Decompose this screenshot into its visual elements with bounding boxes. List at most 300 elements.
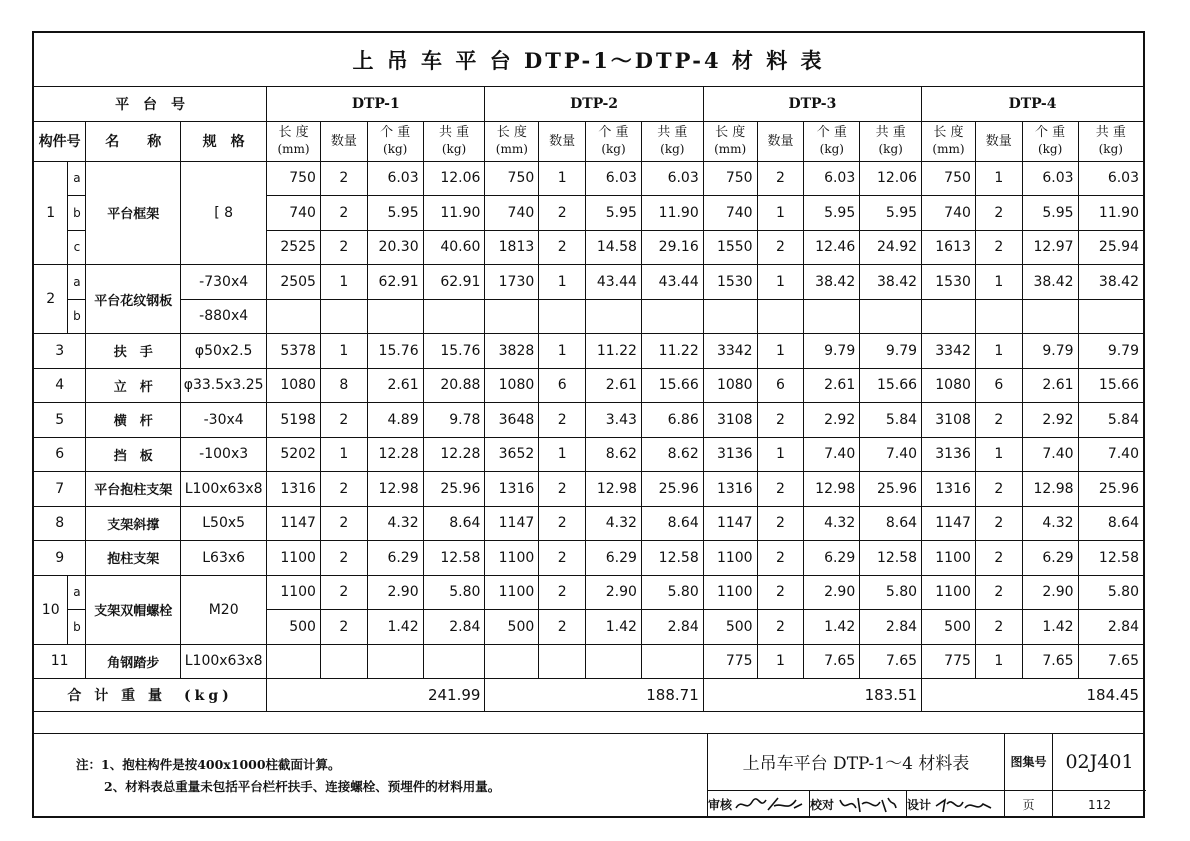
design-label: 设计: [907, 798, 932, 812]
unit-weight-value: 7.65: [1022, 644, 1078, 679]
length-value: 740: [485, 196, 539, 231]
quantity-value: 2: [320, 196, 367, 231]
length-value: 5378: [267, 334, 321, 369]
length-value: 3652: [485, 437, 539, 472]
quantity-value: 1: [539, 334, 586, 369]
total-weight-value: 40.60: [423, 230, 485, 265]
total-weight-value: 5.84: [1078, 403, 1143, 438]
name-header: 名 称: [86, 121, 181, 161]
length-value: 1080: [922, 368, 976, 403]
length-value: 775: [703, 644, 757, 679]
length-value: 1100: [267, 541, 321, 576]
quantity-value: 1: [539, 161, 586, 196]
length-value: 1147: [267, 506, 321, 541]
unit-weight-value: 7.40: [804, 437, 860, 472]
unit-weight-value: 6.03: [586, 161, 642, 196]
length-value: 5202: [267, 437, 321, 472]
spec-header: 规 格: [181, 121, 267, 161]
quantity-value: 1: [757, 644, 804, 679]
table-row: [34, 265, 1143, 300]
part-spec: M20: [181, 575, 267, 644]
table-row: [34, 575, 1143, 610]
part-no: 7: [34, 472, 86, 507]
total-weight-value: 2.84: [641, 610, 703, 645]
unit-weight-value: 4.32: [1022, 506, 1078, 541]
column-header: [757, 121, 804, 161]
part-no: 9: [34, 541, 86, 576]
total-weight-value: 12.58: [423, 541, 485, 576]
total-weight-value: 12.58: [1078, 541, 1143, 576]
column-header: [975, 121, 1022, 161]
column-header-label: 数量: [330, 133, 357, 149]
unit-weight-value: 14.58: [586, 230, 642, 265]
unit-weight-value: 4.32: [586, 506, 642, 541]
length-value: 500: [485, 610, 539, 645]
quantity-value: [320, 644, 367, 679]
part-name: 支架斜撑: [86, 506, 181, 541]
unit-weight-value: 6.29: [1022, 541, 1078, 576]
part-no: 4: [34, 368, 86, 403]
length-value: 1147: [485, 506, 539, 541]
total-weight-value: 2.84: [1078, 610, 1143, 645]
design-signature: [933, 794, 995, 816]
length-value: 3648: [485, 403, 539, 438]
quantity-value: 2: [539, 230, 586, 265]
quantity-value: 2: [539, 506, 586, 541]
note-2: 2、材料表总重量未包括平台栏杆扶手、连接螺栓、预埋件的材料用量。: [104, 779, 501, 794]
length-value: [485, 299, 539, 334]
quantity-value: 6: [975, 368, 1022, 403]
length-value: 3108: [922, 403, 976, 438]
unit-weight-value: 3.43: [586, 403, 642, 438]
total-weight-value: 25.96: [641, 472, 703, 507]
quantity-value: 2: [757, 610, 804, 645]
total-row: [34, 679, 1143, 712]
quantity-value: 2: [975, 575, 1022, 610]
quantity-value: 2: [975, 230, 1022, 265]
column-header-label: 共 重: [657, 125, 688, 140]
unit-weight-value: 7.65: [804, 644, 860, 679]
unit-weight-value: [804, 299, 860, 334]
column-header-unit: (kg): [441, 142, 467, 156]
total-weight-value: 20.88: [423, 368, 485, 403]
length-value: 1730: [485, 265, 539, 300]
part-spec: -880x4: [181, 299, 267, 334]
unit-weight-value: 1.42: [367, 610, 423, 645]
unit-weight-value: 15.76: [367, 334, 423, 369]
column-header-unit: (mm): [714, 142, 747, 156]
quantity-value: [539, 299, 586, 334]
unit-weight-value: 12.97: [1022, 230, 1078, 265]
column-header-label: 个 重: [380, 125, 411, 140]
length-value: [267, 299, 321, 334]
quantity-value: 1: [539, 265, 586, 300]
column-header-label: 个 重: [816, 125, 847, 140]
unit-weight-value: 2.90: [586, 575, 642, 610]
length-value: 750: [485, 161, 539, 196]
unit-weight-value: 2.90: [1022, 575, 1078, 610]
column-header: [641, 121, 703, 161]
table-row: [34, 334, 1143, 369]
total-weight-value: 9.79: [1078, 334, 1143, 369]
sub-part-letter: a: [68, 575, 86, 610]
quantity-value: 2: [320, 403, 367, 438]
total-weight-value: 8.62: [641, 437, 703, 472]
group-header-dtp-4: DTP-4: [922, 87, 1143, 121]
column-header-label: 数量: [985, 133, 1012, 149]
part-name: 支架双帽螺栓: [86, 575, 181, 644]
quantity-value: 1: [757, 196, 804, 231]
unit-weight-value: 12.98: [1022, 472, 1078, 507]
length-value: 1080: [703, 368, 757, 403]
part-spec: L100x63x8: [181, 472, 267, 507]
length-value: 500: [703, 610, 757, 645]
total-weight-value: 9.78: [423, 403, 485, 438]
total-weight-value: 25.96: [1078, 472, 1143, 507]
total-weight-dtp-1: 241.99: [267, 679, 485, 712]
length-value: [485, 644, 539, 679]
quantity-value: 2: [539, 610, 586, 645]
unit-weight-value: 12.46: [804, 230, 860, 265]
column-header: [922, 121, 976, 161]
column-header-unit: (kg): [601, 142, 626, 156]
check-label: 校对: [810, 798, 835, 812]
total-weight-value: 5.84: [860, 403, 922, 438]
total-weight-value: 6.03: [1078, 161, 1143, 196]
column-header-unit: (kg): [878, 142, 903, 156]
unit-weight-value: 4.32: [367, 506, 423, 541]
total-weight-value: 5.80: [1078, 575, 1143, 610]
total-weight-value: 38.42: [1078, 265, 1143, 300]
total-weight-value: 15.76: [423, 334, 485, 369]
unit-weight-value: 6.03: [367, 161, 423, 196]
column-header-label: 数量: [549, 133, 576, 149]
length-value: 5198: [267, 403, 321, 438]
total-weight-value: 7.65: [1078, 644, 1143, 679]
quantity-value: 2: [757, 230, 804, 265]
unit-weight-value: 1.42: [804, 610, 860, 645]
unit-weight-value: 9.79: [1022, 334, 1078, 369]
column-header-unit: (kg): [819, 142, 844, 156]
length-value: 1147: [922, 506, 976, 541]
part-no: 3: [34, 334, 86, 369]
total-weight-value: 25.94: [1078, 230, 1143, 265]
quantity-value: 1: [757, 265, 804, 300]
total-weight-value: 5.80: [860, 575, 922, 610]
quantity-value: 1: [757, 334, 804, 369]
total-weight-value: 11.90: [423, 196, 485, 231]
review-label: 审核: [708, 798, 733, 812]
column-header-label: 数量: [767, 133, 794, 149]
part-spec: -30x4: [181, 403, 267, 438]
header-row-columns: [34, 121, 1143, 161]
unit-weight-value: 5.95: [586, 196, 642, 231]
length-value: 775: [922, 644, 976, 679]
quantity-value: 1: [975, 334, 1022, 369]
part-spec: φ33.5x3.25: [181, 368, 267, 403]
part-spec: L63x6: [181, 541, 267, 576]
unit-weight-value: [586, 644, 642, 679]
quantity-value: 2: [320, 472, 367, 507]
total-weight-value: 43.44: [641, 265, 703, 300]
quantity-value: 1: [320, 265, 367, 300]
column-header: [1022, 121, 1078, 161]
unit-weight-value: 12.98: [804, 472, 860, 507]
sub-part-letter: b: [68, 299, 86, 334]
unit-weight-value: [586, 299, 642, 334]
length-value: 1100: [267, 575, 321, 610]
quantity-value: 2: [757, 506, 804, 541]
column-header-unit: (mm): [277, 142, 310, 156]
total-weight-value: 9.79: [860, 334, 922, 369]
quantity-value: 2: [757, 575, 804, 610]
quantity-value: 2: [975, 403, 1022, 438]
total-weight-value: 6.86: [641, 403, 703, 438]
total-weight-value: 7.40: [1078, 437, 1143, 472]
part-name: 角钢踏步: [86, 644, 181, 679]
unit-weight-value: 4.32: [804, 506, 860, 541]
total-weight-value: 62.91: [423, 265, 485, 300]
length-value: 1316: [922, 472, 976, 507]
unit-weight-value: 9.79: [804, 334, 860, 369]
length-value: 750: [703, 161, 757, 196]
length-value: 1550: [703, 230, 757, 265]
column-header-unit: (mm): [495, 142, 528, 156]
total-weight-value: 12.28: [423, 437, 485, 472]
table-row: [34, 541, 1143, 576]
group-header-dtp-2: DTP-2: [485, 87, 703, 121]
quantity-value: 2: [757, 541, 804, 576]
table-row: [34, 403, 1143, 438]
total-weight-value: 5.95: [860, 196, 922, 231]
length-value: 1080: [267, 368, 321, 403]
length-value: 740: [703, 196, 757, 231]
total-weight-value: 25.96: [860, 472, 922, 507]
column-header-label: 个 重: [1035, 125, 1066, 140]
atlas-number: 02J401: [1053, 733, 1146, 791]
part-name: 扶 手: [86, 334, 181, 369]
unit-weight-value: 20.30: [367, 230, 423, 265]
column-header-label: 共 重: [1095, 125, 1126, 140]
length-value: 1530: [922, 265, 976, 300]
table-row: [34, 368, 1143, 403]
quantity-value: 1: [320, 437, 367, 472]
column-header: [703, 121, 757, 161]
check-cell: [810, 791, 907, 818]
part-name: 平台框架: [86, 161, 181, 265]
unit-weight-value: 1.42: [586, 610, 642, 645]
quantity-value: 2: [975, 472, 1022, 507]
length-value: 3828: [485, 334, 539, 369]
total-weight-value: [641, 299, 703, 334]
length-value: 740: [922, 196, 976, 231]
unit-weight-value: 8.62: [586, 437, 642, 472]
part-name: 平台花纹钢板: [86, 265, 181, 334]
unit-weight-value: 6.03: [804, 161, 860, 196]
review-cell: [708, 791, 810, 818]
column-header-label: 长 度: [715, 125, 746, 140]
part-no: 11: [34, 644, 86, 679]
column-header-label: 长 度: [933, 125, 964, 140]
quantity-value: 1: [975, 265, 1022, 300]
length-value: 1316: [703, 472, 757, 507]
total-weight-dtp-3: 183.51: [703, 679, 921, 712]
quantity-value: 2: [757, 472, 804, 507]
unit-weight-value: 2.61: [367, 368, 423, 403]
header-row-groups: [34, 87, 1143, 121]
total-weight-value: 15.66: [1078, 368, 1143, 403]
total-weight-value: [423, 644, 485, 679]
length-value: 750: [922, 161, 976, 196]
total-weight-value: 12.58: [860, 541, 922, 576]
length-value: 1100: [485, 541, 539, 576]
unit-weight-value: 43.44: [586, 265, 642, 300]
unit-weight-value: 2.92: [804, 403, 860, 438]
part-name: 挡 板: [86, 437, 181, 472]
part-no: 6: [34, 437, 86, 472]
part-spec: L50x5: [181, 506, 267, 541]
quantity-value: 2: [320, 575, 367, 610]
quantity-value: 2: [975, 610, 1022, 645]
length-value: 1813: [485, 230, 539, 265]
group-header-dtp-1: DTP-1: [267, 87, 485, 121]
quantity-value: 6: [757, 368, 804, 403]
total-weight-value: 8.64: [860, 506, 922, 541]
length-value: 1080: [485, 368, 539, 403]
quantity-value: 1: [757, 437, 804, 472]
page-number: 112: [1088, 797, 1111, 812]
length-value: 1316: [485, 472, 539, 507]
total-weight-value: 11.90: [641, 196, 703, 231]
total-weight-value: 15.66: [860, 368, 922, 403]
total-weight-value: 5.80: [423, 575, 485, 610]
part-name: 平台抱柱支架: [86, 472, 181, 507]
quantity-value: 2: [320, 506, 367, 541]
length-value: 1100: [922, 575, 976, 610]
unit-weight-value: [367, 644, 423, 679]
part-no: 5: [34, 403, 86, 438]
check-signature: [836, 794, 898, 816]
part-spec: -100x3: [181, 437, 267, 472]
table-row: [34, 472, 1143, 507]
unit-weight-value: 5.95: [804, 196, 860, 231]
quantity-value: 8: [320, 368, 367, 403]
platform-no-header: 平 台 号: [34, 87, 267, 121]
length-value: [267, 644, 321, 679]
length-value: 1100: [485, 575, 539, 610]
total-weight-value: 24.92: [860, 230, 922, 265]
column-header: [586, 121, 642, 161]
length-value: 1316: [267, 472, 321, 507]
quantity-value: 2: [539, 196, 586, 231]
quantity-value: 2: [757, 161, 804, 196]
total-weight-value: 7.65: [860, 644, 922, 679]
total-weight-value: 7.40: [860, 437, 922, 472]
notes: [34, 733, 707, 818]
quantity-value: 2: [320, 610, 367, 645]
part-no: 1: [34, 161, 68, 265]
unit-weight-value: 12.98: [586, 472, 642, 507]
group-header-dtp-3: DTP-3: [703, 87, 921, 121]
length-value: 740: [267, 196, 321, 231]
unit-weight-value: 2.61: [586, 368, 642, 403]
length-value: 1100: [703, 575, 757, 610]
quantity-value: [320, 299, 367, 334]
column-header: [860, 121, 922, 161]
part-no: 2: [34, 265, 68, 334]
quantity-value: 1: [975, 161, 1022, 196]
length-value: 1613: [922, 230, 976, 265]
total-weight-value: 25.96: [423, 472, 485, 507]
sub-part-letter: a: [68, 265, 86, 300]
column-header: [804, 121, 860, 161]
length-value: 1100: [703, 541, 757, 576]
quantity-value: 1: [539, 437, 586, 472]
table-row: [34, 161, 1143, 196]
length-value: 3136: [703, 437, 757, 472]
unit-weight-value: 2.61: [1022, 368, 1078, 403]
column-header: [267, 121, 321, 161]
unit-weight-value: 2.92: [1022, 403, 1078, 438]
length-value: 3342: [922, 334, 976, 369]
quantity-value: 2: [320, 230, 367, 265]
quantity-value: 1: [975, 644, 1022, 679]
total-weight-value: 12.06: [423, 161, 485, 196]
quantity-value: 2: [539, 541, 586, 576]
column-header-label: 长 度: [496, 125, 527, 140]
length-value: 2525: [267, 230, 321, 265]
quantity-value: 2: [539, 472, 586, 507]
total-weight-dtp-4: 184.45: [922, 679, 1143, 712]
unit-weight-value: 7.40: [1022, 437, 1078, 472]
unit-weight-value: 5.95: [367, 196, 423, 231]
sub-part-letter: a: [68, 161, 86, 196]
total-weight-value: 2.84: [423, 610, 485, 645]
drawing-frame: [32, 31, 1145, 818]
column-header-unit: (kg): [1098, 142, 1123, 156]
unit-weight-value: 12.28: [367, 437, 423, 472]
unit-weight-value: 6.29: [367, 541, 423, 576]
unit-weight-value: [1022, 299, 1078, 334]
total-weight-value: 8.64: [1078, 506, 1143, 541]
unit-weight-value: 1.42: [1022, 610, 1078, 645]
total-weight-value: 5.80: [641, 575, 703, 610]
total-weight-value: 8.64: [423, 506, 485, 541]
quantity-value: [539, 644, 586, 679]
column-header-label: 共 重: [875, 125, 906, 140]
unit-weight-value: 11.22: [586, 334, 642, 369]
unit-weight-value: 2.90: [804, 575, 860, 610]
unit-weight-value: 2.61: [804, 368, 860, 403]
quantity-value: 2: [539, 403, 586, 438]
length-value: 500: [267, 610, 321, 645]
part-spec: [ 8: [181, 161, 267, 265]
total-weight-value: [1078, 299, 1143, 334]
length-value: [922, 299, 976, 334]
part-no-header: 构件号: [34, 121, 86, 161]
quantity-value: 2: [975, 541, 1022, 576]
column-header: [423, 121, 485, 161]
sub-part-letter: b: [68, 610, 86, 645]
total-weight-dtp-2: 188.71: [485, 679, 703, 712]
column-header: [320, 121, 367, 161]
design-cell: [907, 791, 1005, 818]
total-weight-value: [641, 644, 703, 679]
column-header-unit: (kg): [1037, 142, 1063, 156]
length-value: 2505: [267, 265, 321, 300]
column-header: [539, 121, 586, 161]
length-value: 1147: [703, 506, 757, 541]
